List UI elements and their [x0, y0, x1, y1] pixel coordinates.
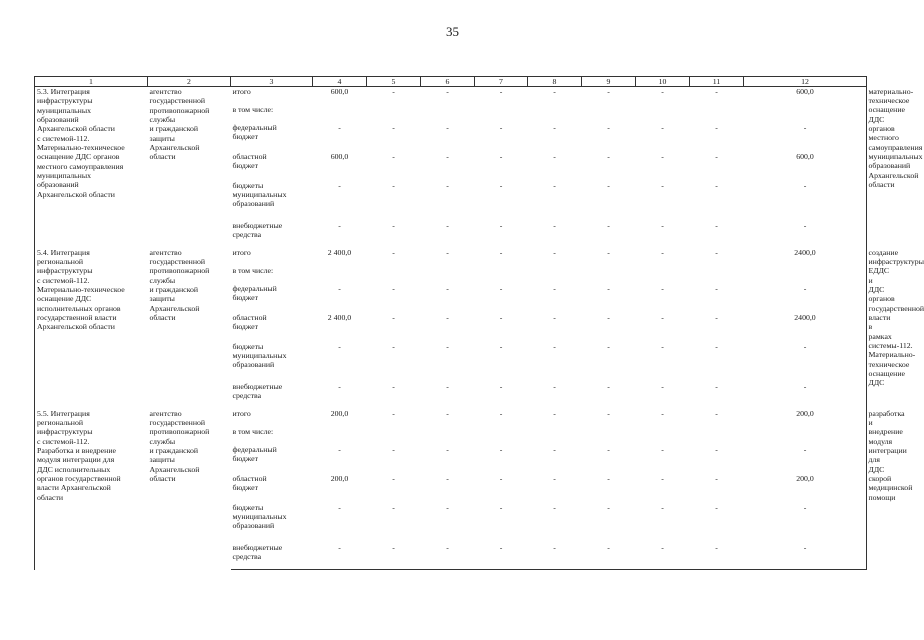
measure-title-line: модуля интеграции для: [37, 455, 115, 465]
year-amount: -: [661, 247, 664, 257]
year-amount: -: [446, 87, 449, 96]
year-amount: -: [607, 502, 610, 512]
year-amount: -: [499, 122, 503, 132]
funding-source: [231, 382, 313, 409]
executor: [148, 87, 231, 248]
executor-line: службы: [149, 275, 176, 285]
final-year-amount: 600,0: [796, 151, 814, 161]
header-cell: 2: [148, 77, 231, 87]
measure-title-line: с системой-112.: [37, 133, 90, 143]
funding-source-line: федеральный: [232, 444, 277, 454]
year-amount: -: [715, 151, 718, 161]
year-amount: -: [446, 180, 449, 190]
measure-title: [35, 409, 148, 570]
final-year-amount: 2400,0: [794, 247, 816, 257]
year-amount: [475, 105, 528, 123]
year-amount: -: [446, 381, 449, 391]
funding-source-line: областной: [232, 473, 267, 483]
total-amount: -: [338, 283, 341, 293]
total-amount: -: [338, 341, 341, 351]
measure-title-line: 5.5. Интеграция: [37, 408, 90, 418]
year-amount: -: [499, 502, 503, 512]
funding-source: [231, 342, 313, 382]
year-amount: -: [446, 502, 449, 512]
executor-line: агентство: [149, 408, 182, 418]
executor-line: области: [149, 152, 176, 162]
year-amount: -: [607, 151, 610, 161]
year-amount: -: [553, 220, 556, 230]
year-amount: -: [661, 444, 664, 454]
measure-title-line: 5.4. Интеграция: [37, 247, 90, 257]
header-cell: 5: [367, 77, 421, 87]
funding-source: [231, 105, 313, 123]
total-amount: 600,0: [330, 87, 349, 96]
year-amount: [421, 427, 475, 445]
total-amount: -: [338, 502, 341, 512]
year-amount: -: [553, 312, 556, 322]
year-amount: -: [607, 87, 610, 96]
funding-source-line: внебюджетные: [232, 542, 283, 552]
executor-line: и гражданской: [149, 124, 199, 134]
funding-source-line: средства: [232, 390, 262, 400]
year-amount: -: [553, 87, 556, 96]
funding-source-line: муниципальных: [232, 189, 287, 199]
executor-line: защиты: [149, 133, 175, 143]
measure-title-line: Архангельской области: [37, 189, 115, 199]
year-amount: -: [446, 341, 449, 351]
year-amount: -: [499, 381, 503, 391]
executor-line: государственной: [149, 256, 206, 266]
year-amount: -: [715, 180, 718, 190]
funding-source: [231, 543, 313, 570]
funding-source: [231, 221, 313, 248]
year-amount: -: [661, 180, 664, 190]
year-amount: -: [715, 502, 718, 512]
funding-source-line: образований: [232, 360, 275, 370]
year-amount: -: [392, 341, 395, 351]
measure-title-line: Архангельской области: [37, 322, 115, 332]
total-amount: [313, 105, 367, 123]
year-amount: [528, 266, 582, 284]
year-amount: -: [475, 543, 528, 570]
year-amount: -: [553, 473, 556, 483]
year-amount: -: [499, 220, 503, 230]
year-amount: -: [392, 180, 395, 190]
year-amount: -: [392, 87, 395, 96]
year-amount: -: [661, 381, 664, 391]
year-amount: -: [582, 543, 636, 570]
funding-source-line: бюджеты: [232, 502, 264, 512]
year-amount: -: [661, 502, 664, 512]
funding-source-line: средства: [232, 229, 262, 239]
funding-source: [231, 445, 313, 474]
total-amount: -: [338, 444, 341, 454]
executor-line: противопожарной: [149, 266, 210, 276]
year-amount: -: [607, 122, 610, 132]
year-amount: -: [715, 87, 718, 96]
measure-title-line: Материально-техническое: [37, 284, 125, 294]
year-amount: [528, 427, 582, 445]
year-amount: -: [661, 312, 664, 322]
year-amount: [636, 105, 690, 123]
page-number: 35: [446, 24, 459, 39]
year-amount: -: [499, 151, 503, 161]
funding-source-line: бюджет: [232, 292, 259, 302]
header-cell: 3: [231, 77, 313, 87]
year-amount: [421, 105, 475, 123]
year-amount: -: [690, 543, 744, 570]
year-amount: -: [715, 247, 718, 257]
funding-source: [231, 123, 313, 152]
executor-line: и гражданской: [149, 284, 199, 294]
total-amount: -: [338, 220, 341, 230]
funding-source-line: бюджеты: [232, 180, 264, 190]
funding-source-line: образований: [232, 199, 275, 209]
year-amount: -: [392, 122, 395, 132]
final-year-amount: 600,0: [796, 87, 814, 96]
final-year-amount: -: [744, 543, 867, 570]
year-amount: -: [392, 502, 395, 512]
total-amount: 200,0: [330, 408, 349, 418]
year-amount: -: [446, 220, 449, 230]
year-amount: [367, 427, 421, 445]
year-amount: -: [446, 473, 449, 483]
year-amount: -: [661, 122, 664, 132]
year-amount: -: [446, 312, 449, 322]
header-cell: 12: [744, 77, 867, 87]
year-amount: [367, 105, 421, 123]
year-amount: -: [715, 381, 718, 391]
year-amount: -: [499, 247, 503, 257]
total-amount: -: [338, 180, 341, 190]
funding-source-line: бюджет: [232, 482, 259, 492]
year-amount: -: [661, 220, 664, 230]
funding-source: [231, 409, 313, 427]
funding-source: [231, 427, 313, 445]
executor-line: службы: [149, 436, 176, 446]
year-amount: -: [661, 408, 664, 418]
year-amount: -: [607, 312, 610, 322]
executor-line: области: [149, 312, 176, 322]
year-amount: -: [607, 247, 610, 257]
year-amount: -: [446, 408, 449, 418]
funding-source: [231, 503, 313, 543]
funding-source: [231, 87, 313, 105]
year-amount: -: [715, 473, 718, 483]
executor: [148, 409, 231, 570]
year-amount: -: [715, 122, 718, 132]
year-amount: -: [499, 312, 503, 322]
funding-source-line: внебюджетные: [232, 220, 283, 230]
measure-title-line: 5.3. Интеграция: [37, 87, 90, 96]
budget-table: [34, 76, 924, 570]
final-year-amount: -: [803, 180, 807, 190]
year-amount: -: [392, 473, 395, 483]
measure-title-line: ДДС исполнительных: [37, 464, 111, 474]
year-amount: -: [553, 381, 556, 391]
final-year-amount: 2400,0: [794, 312, 816, 322]
measure-title: [35, 87, 148, 248]
final-year-amount: [744, 105, 867, 123]
measure-title-line: инфраструктуры: [37, 427, 93, 437]
funding-source-line: итого: [232, 87, 251, 96]
year-amount: [475, 266, 528, 284]
funding-source: [231, 152, 313, 181]
table-row: 5.4. Интеграция региональной инфраструктуры с системой-112. Материально-техническое оснащение ДДС исполнительных органов государственной власти Архангельской области агентство государственной противопожарной службы и гражданской защиты Архангельской области итого 2 400,0 - - - - - - - 2400,0 создание инфраструктуры ЕДДС и ДДС органов государственной власти в рамках системы-112. Материально-техническое оснащение ДДС: [35, 248, 867, 266]
year-amount: [528, 105, 582, 123]
measure-title-line: муниципальных: [37, 105, 91, 115]
executor-line: агентство: [149, 247, 182, 257]
executor-line: государственной: [149, 417, 206, 427]
year-amount: -: [661, 87, 664, 96]
final-year-amount: 200,0: [796, 408, 814, 418]
year-amount: -: [715, 408, 718, 418]
funding-source-line: в том числе:: [232, 426, 274, 436]
measure-title-line: региональной: [37, 256, 84, 266]
funding-source-line: муниципальных: [232, 350, 287, 360]
year-amount: -: [499, 341, 503, 351]
executor-line: противопожарной: [149, 427, 210, 437]
final-year-amount: -: [803, 444, 807, 454]
year-amount: -: [607, 341, 610, 351]
final-year-amount: -: [803, 122, 807, 132]
year-amount: -: [553, 341, 556, 351]
measure-title-line: Разработка и внедрение: [37, 445, 116, 455]
year-amount: [421, 266, 475, 284]
year-amount: -: [446, 247, 449, 257]
year-amount: -: [446, 283, 449, 293]
measure-title-line: власти Архангельской: [37, 483, 111, 493]
funding-source-line: областной: [232, 151, 267, 161]
executor-line: Архангельской: [149, 143, 200, 153]
year-amount: [636, 427, 690, 445]
funding-source-line: в том числе:: [232, 104, 274, 114]
total-amount: 600,0: [330, 151, 349, 161]
year-amount: -: [392, 283, 395, 293]
year-amount: -: [392, 408, 395, 418]
year-amount: -: [715, 312, 718, 322]
year-amount: -: [553, 122, 556, 132]
year-amount: -: [446, 151, 449, 161]
executor-line: защиты: [149, 455, 175, 465]
year-amount: -: [607, 283, 610, 293]
funding-source: [231, 474, 313, 503]
year-amount: [690, 427, 744, 445]
year-amount: -: [553, 444, 556, 454]
funding-source-line: в том числе:: [232, 265, 274, 275]
executor-line: области: [149, 473, 176, 483]
executor-line: защиты: [149, 294, 175, 304]
year-amount: -: [499, 473, 503, 483]
year-amount: [582, 266, 636, 284]
year-amount: -: [715, 444, 718, 454]
year-amount: -: [446, 444, 449, 454]
table-row: 5.5. Интеграция региональной инфраструктуры с системой-112. Разработка и внедрение модуля интеграции для ДДС исполнительных органов государственной власти Архангельской области агентство государственной противопожарной службы и гражданской защиты Архангельской области итого 200,0 - - - - - - - 200,0 разработка и внедрение модуля интеграции для ДДС скорой медицинской помощи: [35, 409, 867, 427]
total-amount: [313, 266, 367, 284]
measure-title-line: образований: [37, 115, 79, 125]
final-year-amount: [744, 266, 867, 284]
year-amount: -: [553, 151, 556, 161]
executor: [148, 248, 231, 409]
funding-source-line: муниципальных: [232, 511, 287, 521]
measure-title-line: местного самоуправления: [37, 161, 124, 171]
measure-title-line: муниципальных: [37, 171, 91, 181]
funding-source-line: областной: [232, 312, 267, 322]
final-year-amount: -: [803, 502, 807, 512]
measure-title-line: Архангельской области: [37, 124, 115, 134]
header-cell: 8: [528, 77, 582, 87]
year-amount: -: [553, 502, 556, 512]
funding-source: [231, 313, 313, 342]
measure-title-line: с системой-112.: [37, 436, 90, 446]
funding-source-line: федеральный: [232, 283, 277, 293]
year-amount: -: [607, 220, 610, 230]
total-amount: -: [313, 543, 367, 570]
measure-title-line: оснащение ДДС органов: [37, 152, 120, 162]
executor-line: и гражданской: [149, 445, 199, 455]
year-amount: -: [553, 283, 556, 293]
year-amount: -: [367, 543, 421, 570]
executor-line: службы: [149, 115, 176, 125]
measure-title-line: с системой-112.: [37, 275, 90, 285]
funding-source-line: итого: [232, 408, 251, 418]
header-cell: 4: [313, 77, 367, 87]
total-amount: -: [338, 122, 341, 132]
year-amount: -: [607, 444, 610, 454]
year-amount: -: [392, 312, 395, 322]
funding-source-line: итого: [232, 247, 251, 257]
measure-title-line: области: [37, 492, 64, 502]
year-amount: -: [661, 341, 664, 351]
funding-source: [231, 248, 313, 266]
executor-line: противопожарной: [149, 105, 210, 115]
year-amount: -: [661, 473, 664, 483]
total-amount: 2 400,0: [327, 312, 352, 322]
final-year-amount: -: [803, 341, 807, 351]
final-year-amount: -: [803, 381, 807, 391]
year-amount: -: [392, 220, 395, 230]
measure-title: [35, 248, 148, 409]
header-cell: 7: [475, 77, 528, 87]
total-amount: [313, 427, 367, 445]
year-amount: -: [499, 180, 503, 190]
funding-source: [231, 181, 313, 221]
year-amount: -: [392, 247, 395, 257]
year-amount: -: [499, 87, 503, 96]
total-amount: 2 400,0: [327, 247, 352, 257]
measure-title-line: инфраструктуры: [37, 266, 93, 276]
year-amount: [367, 266, 421, 284]
year-amount: -: [421, 543, 475, 570]
year-amount: -: [715, 341, 718, 351]
year-amount: -: [607, 408, 610, 418]
header-cell: 11: [690, 77, 744, 87]
funding-source-line: бюджеты: [232, 341, 264, 351]
measure-title-line: Материально-техническое: [37, 143, 125, 153]
final-year-amount: -: [803, 283, 807, 293]
header-cell: 10: [636, 77, 690, 87]
year-amount: -: [446, 122, 449, 132]
year-amount: [690, 266, 744, 284]
measure-title-line: государственной власти: [37, 312, 117, 322]
executor-line: агентство: [149, 87, 182, 96]
header-cell: 1: [35, 77, 148, 87]
funding-source-line: бюджет: [232, 131, 259, 141]
measure-title-line: исполнительных органов: [37, 303, 121, 313]
year-amount: -: [715, 283, 718, 293]
year-amount: -: [661, 151, 664, 161]
final-year-amount: [744, 427, 867, 445]
funding-source: [231, 284, 313, 313]
year-amount: -: [607, 180, 610, 190]
final-year-amount: 200,0: [796, 473, 814, 483]
year-amount: [636, 266, 690, 284]
header-row: [35, 77, 867, 87]
executor-line: Архангельской: [149, 464, 200, 474]
measure-title-line: инфраструктуры: [37, 96, 93, 106]
measure-title-line: образований: [37, 180, 79, 190]
total-amount: -: [338, 381, 341, 391]
year-amount: -: [553, 180, 556, 190]
executor-line: государственной: [149, 96, 206, 106]
funding-source-line: образований: [232, 521, 275, 531]
header-cell: 6: [421, 77, 475, 87]
table-row: 5.3. Интеграция инфраструктуры муниципальных образований Архангельской области с системой-112. Материально-техническое оснащение ДДС органов местного самоуправления муниципальных образований Архангельской области агентство государственной противопожарной службы и гражданской защиты Архангельской области итого 600,0 - - - - - - - 600,0 материально-техническое оснащение ДДС органов местного самоуправления муниципальных образований Архангельской области: [35, 87, 867, 105]
funding-source-line: бюджет: [232, 321, 259, 331]
year-amount: -: [607, 473, 610, 483]
header-cell: 9: [582, 77, 636, 87]
year-amount: [475, 427, 528, 445]
year-amount: -: [499, 444, 503, 454]
total-amount: 200,0: [330, 473, 349, 483]
year-amount: -: [636, 543, 690, 570]
funding-source-line: внебюджетные: [232, 381, 283, 391]
funding-source-line: бюджет: [232, 160, 259, 170]
year-amount: -: [715, 220, 718, 230]
year-amount: -: [392, 381, 395, 391]
year-amount: -: [499, 408, 503, 418]
table-body: [35, 86, 924, 570]
year-amount: -: [607, 381, 610, 391]
year-amount: -: [499, 283, 503, 293]
year-amount: -: [661, 283, 664, 293]
funding-source-line: бюджет: [232, 453, 259, 463]
year-amount: [582, 105, 636, 123]
final-year-amount: -: [803, 220, 807, 230]
year-amount: -: [553, 408, 556, 418]
funding-source: [231, 266, 313, 284]
year-amount: [582, 427, 636, 445]
funding-source-line: федеральный: [232, 122, 277, 132]
measure-title-line: органов государственной: [37, 473, 121, 483]
year-amount: -: [392, 151, 395, 161]
funding-source-line: средства: [232, 551, 262, 561]
year-amount: -: [392, 444, 395, 454]
executor-line: Архангельской: [149, 303, 200, 313]
year-amount: -: [553, 247, 556, 257]
year-amount: -: [528, 543, 582, 570]
measure-title-line: региональной: [37, 417, 84, 427]
measure-title-line: оснащение ДДС: [37, 294, 92, 304]
year-amount: [690, 105, 744, 123]
